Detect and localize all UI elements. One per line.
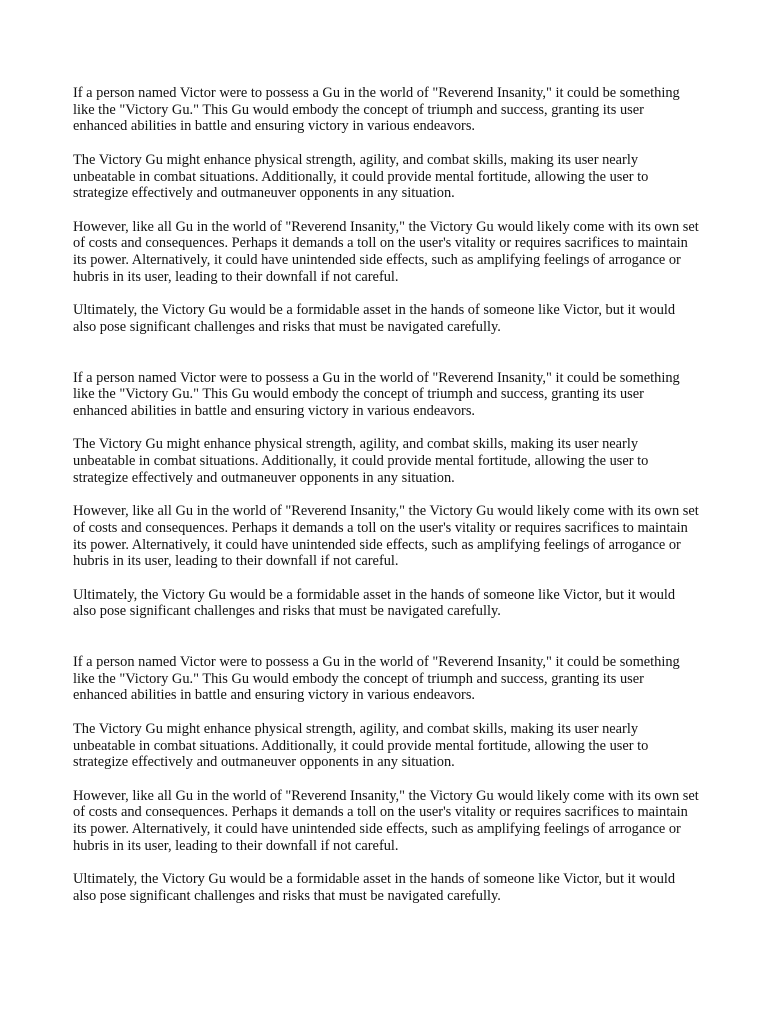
paragraph-conclusion: Ultimately, the Victory Gu would be a formidable asset in the hands of someone like Victor, but it would also pose significant challenges and risks that must be navigated carefully. <box>73 586 676 620</box>
document-page <box>73 85 701 905</box>
paragraph-costs: However, like all Gu in the world of "Reverend Insanity," the Victory Gu would likely come with its own set of costs and consequences. Perhaps it demands a toll on the user's vitality or requires sacrifices to maintain its power. Alternatively, it could have unintended side effects, such as amplifying feelings of arrogance or hubris in its user, leading to their downfall if not careful. <box>73 503 699 570</box>
paragraph-intro: If a person named Victor were to possess a Gu in the world of "Reverend Insanity," it could be something like the "Victory Gu." This Gu would embody the concept of triumph and success, granting its user enhanced abilities in battle and ensuring victory in various endeavors. <box>73 369 680 419</box>
paragraph-abilities: The Victory Gu might enhance physical strength, agility, and combat skills, making its user nearly unbeatable in combat situations. Additionally, it could provide mental fortitude, allowing the user to strategize effectively and outmaneuver opponents in any situation. <box>73 436 649 486</box>
paragraph-intro: If a person named Victor were to possess a Gu in the world of "Reverend Insanity," it could be something like the "Victory Gu." This Gu would embody the concept of triumph and success, granting its user enhanced abilities in battle and ensuring victory in various endeavors. <box>73 85 680 135</box>
paragraph-abilities: The Victory Gu might enhance physical strength, agility, and combat skills, making its user nearly unbeatable in combat situations. Additionally, it could provide mental fortitude, allowing the user to strategize effectively and outmaneuver opponents in any situation. <box>73 151 649 202</box>
paragraph-conclusion: Ultimately, the Victory Gu would be a formidable asset in the hands of someone like Victor, but it would also pose significant challenges and risks that must be navigated carefully. <box>73 871 676 904</box>
paragraph-abilities: The Victory Gu might enhance physical strength, agility, and combat skills, making its user nearly unbeatable in combat situations. Additionally, it could provide mental fortitude, allowing the user to strategize effectively and outmaneuver opponents in any situation. <box>73 720 649 771</box>
paragraph-intro: If a person named Victor were to possess a Gu in the world of "Reverend Insanity," it could be something like the "Victory Gu." This Gu would embody the concept of triumph and success, granting its user enhanced abilities in battle and ensuring victory in various endeavors. <box>73 654 680 704</box>
paragraph-conclusion: Ultimately, the Victory Gu would be a formidable asset in the hands of someone like Victor, but it would also pose significant challenges and risks that must be navigated carefully. <box>73 302 676 335</box>
text-block-3 <box>73 654 701 905</box>
paragraph-costs: However, like all Gu in the world of "Reverend Insanity," the Victory Gu would likely come with its own set of costs and consequences. Perhaps it demands a toll on the user's vitality or requires sacrifices to maintain its power. Alternatively, it could have unintended side effects, such as amplifying feelings of arrogance or hubris in its user, leading to their downfall if not careful. <box>73 218 699 285</box>
text-block-2 <box>73 370 701 621</box>
text-block-1 <box>73 85 701 336</box>
paragraph-costs: However, like all Gu in the world of "Reverend Insanity," the Victory Gu would likely come with its own set of costs and consequences. Perhaps it demands a toll on the user's vitality or requires sacrifices to maintain its power. Alternatively, it could have unintended side effects, such as amplifying feelings of arrogance or hubris in its user, leading to their downfall if not careful. <box>73 787 699 854</box>
